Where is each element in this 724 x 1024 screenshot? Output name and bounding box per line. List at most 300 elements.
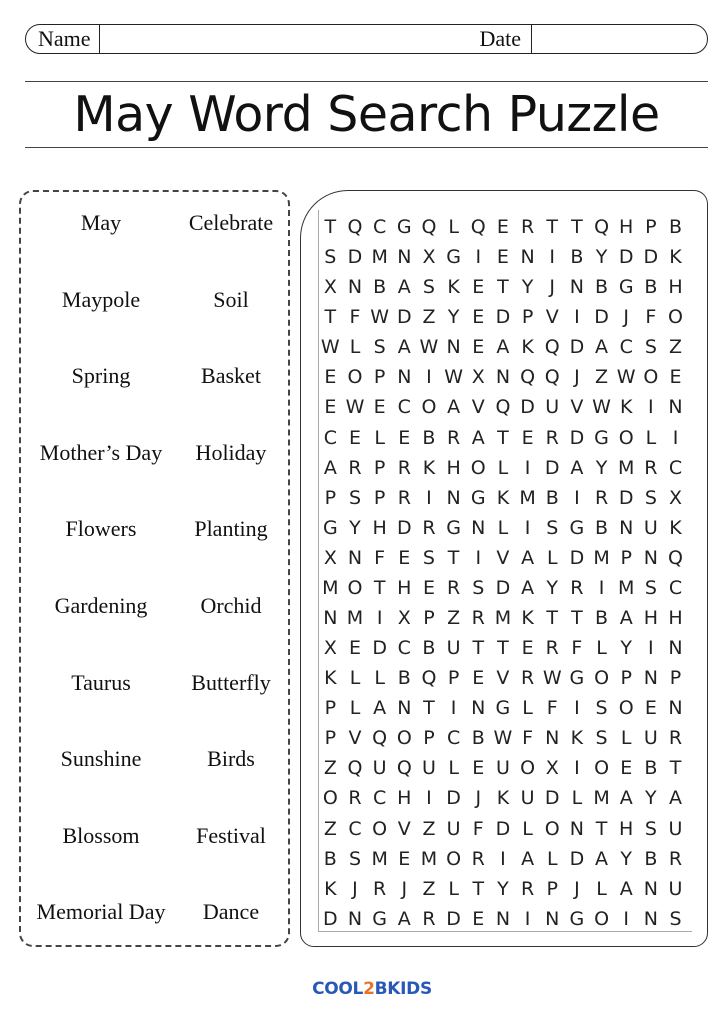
grid-letter[interactable]: I [648,396,654,419]
grid-letter[interactable]: F [522,727,534,750]
grid-letter[interactable]: Y [447,306,460,329]
grid-letter[interactable]: F [472,817,484,840]
grid-letter[interactable]: W [320,336,340,359]
grid-letter[interactable]: G [396,216,412,238]
grid-letter[interactable]: D [495,306,511,329]
grid-letter[interactable]: T [571,216,583,238]
grid-letter[interactable]: W [616,366,636,389]
grid-letter[interactable]: L [546,847,558,870]
grid-letter[interactable]: L [522,817,533,840]
grid-letter[interactable]: M [494,607,512,630]
grid-letter[interactable]: J [574,366,580,389]
name-field[interactable] [99,25,470,53]
grid-letter[interactable]: B [471,727,485,750]
grid-letter[interactable]: L [349,336,361,359]
grid-letter[interactable]: A [397,276,411,299]
grid-letter[interactable]: T [669,757,682,780]
grid-letter[interactable]: U [668,817,683,840]
grid-letter[interactable]: K [521,607,534,630]
grid-letter[interactable]: N [643,546,658,569]
grid-letter[interactable]: Q [470,216,486,238]
grid-letter[interactable]: V [348,727,362,750]
grid-letter[interactable]: B [644,757,658,780]
grid-letter[interactable]: B [644,847,658,870]
grid-letter[interactable]: C [373,787,387,810]
grid-letter[interactable]: E [324,396,337,419]
grid-letter[interactable]: C [668,456,683,479]
grid-letter[interactable]: N [347,276,363,299]
grid-letter[interactable]: F [546,697,558,720]
grid-letter[interactable]: T [447,546,460,569]
grid-letter[interactable]: R [348,456,362,479]
grid-letter[interactable]: V [545,306,559,329]
grid-letter[interactable]: G [495,697,511,720]
grid-letter[interactable]: K [447,276,460,299]
grid-letter[interactable]: X [323,276,337,299]
grid-letter[interactable]: U [372,757,387,780]
grid-letter[interactable]: G [446,516,461,539]
grid-letter[interactable]: W [370,306,390,329]
grid-letter[interactable]: R [545,637,559,660]
grid-letter[interactable]: N [668,396,683,419]
grid-letter[interactable]: R [644,456,658,479]
grid-letter[interactable]: J [401,877,408,900]
grid-letter[interactable]: A [595,336,609,359]
grid-letter[interactable]: S [546,516,559,539]
grid-letter[interactable]: E [472,336,485,359]
grid-letter[interactable]: U [668,877,683,900]
grid-letter[interactable]: I [475,546,482,569]
grid-letter[interactable]: N [668,697,683,720]
grid-letter[interactable]: J [352,877,358,900]
grid-letter[interactable]: E [496,216,509,238]
grid-letter[interactable]: E [324,366,337,389]
grid-letter[interactable]: Q [594,216,610,238]
grid-letter[interactable]: M [322,576,339,599]
grid-letter[interactable]: N [397,697,412,720]
grid-letter[interactable]: A [619,607,633,630]
grid-letter[interactable]: L [448,216,459,238]
grid-letter[interactable]: E [521,637,534,660]
grid-letter[interactable]: N [520,246,535,269]
grid-letter[interactable]: A [397,907,411,930]
grid-letter[interactable]: Z [447,607,461,630]
grid-letter[interactable]: S [644,336,657,359]
grid-letter[interactable]: T [546,607,559,630]
grid-letter[interactable]: B [422,637,436,660]
grid-letter[interactable]: I [500,847,506,870]
grid-letter[interactable]: M [420,847,438,870]
grid-letter[interactable]: D [643,246,659,269]
grid-letter[interactable]: B [545,486,559,509]
grid-letter[interactable]: P [620,546,632,569]
grid-letter[interactable]: R [520,877,535,900]
grid-letter[interactable]: N [495,366,511,389]
grid-letter[interactable]: H [446,456,461,479]
grid-letter[interactable]: L [596,877,607,900]
grid-letter[interactable]: U [643,516,658,539]
grid-letter[interactable]: I [524,456,531,479]
grid-letter[interactable]: X [323,546,337,569]
grid-letter[interactable]: L [448,877,459,900]
grid-letter[interactable]: T [546,216,559,238]
grid-letter[interactable]: C [348,817,362,840]
grid-letter[interactable]: Z [323,817,337,840]
grid-letter[interactable]: O [618,697,634,720]
grid-letter[interactable]: F [349,306,361,329]
grid-letter[interactable]: D [569,426,585,449]
grid-letter[interactable]: S [644,576,657,599]
grid-letter[interactable]: O [594,907,610,930]
grid-letter[interactable]: B [595,276,609,299]
grid-letter[interactable]: X [471,366,485,389]
grid-letter[interactable]: Y [595,456,608,479]
grid-letter[interactable]: V [570,396,584,419]
grid-letter[interactable]: S [324,246,337,269]
grid-letter[interactable]: M [618,456,635,479]
grid-letter[interactable]: Y [620,637,632,660]
grid-letter[interactable]: N [495,907,511,930]
grid-letter[interactable]: G [446,246,461,269]
grid-letter[interactable]: H [668,276,683,299]
grid-letter[interactable]: D [544,456,560,479]
grid-letter[interactable]: F [571,637,583,660]
grid-letter[interactable]: D [495,817,511,840]
grid-letter[interactable]: S [595,727,608,750]
grid-letter[interactable]: I [574,757,580,780]
grid-letter[interactable]: R [397,486,411,509]
grid-letter[interactable]: D [323,907,338,930]
grid-letter[interactable]: E [472,907,485,930]
grid-letter[interactable]: Q [372,727,388,750]
grid-letter[interactable]: B [668,216,683,238]
grid-letter[interactable]: I [450,697,457,720]
grid-letter[interactable]: E [373,396,386,419]
grid-letter[interactable]: Z [422,817,436,840]
grid-letter[interactable]: K [496,486,510,509]
grid-letter[interactable]: O [520,757,536,780]
grid-letter[interactable]: D [594,306,609,329]
grid-letter[interactable]: T [472,637,485,660]
grid-letter[interactable]: R [545,426,559,449]
grid-letter[interactable]: D [446,787,461,810]
grid-letter[interactable]: D [347,246,363,269]
grid-letter[interactable]: T [497,637,509,660]
grid-letter[interactable]: D [372,637,387,660]
grid-letter[interactable]: K [324,877,337,900]
grid-letter[interactable]: X [422,246,436,269]
grid-letter[interactable]: J [574,877,580,900]
grid-letter[interactable]: T [571,607,583,630]
grid-letter[interactable]: F [645,306,657,329]
grid-letter[interactable]: S [472,576,485,599]
grid-letter[interactable]: I [426,486,432,509]
grid-letter[interactable]: G [594,426,609,449]
grid-letter[interactable]: B [397,667,411,690]
grid-letter[interactable]: D [396,306,412,329]
grid-letter[interactable]: Z [669,336,683,359]
grid-letter[interactable]: P [669,667,682,690]
grid-letter[interactable]: Y [546,576,559,599]
grid-letter[interactable]: D [618,246,634,269]
grid-letter[interactable]: Q [544,366,560,389]
grid-letter[interactable]: I [598,576,605,599]
grid-letter[interactable]: N [446,486,461,509]
grid-letter[interactable]: G [470,486,486,509]
grid-letter[interactable]: L [374,667,385,690]
grid-letter[interactable]: N [323,607,338,630]
grid-letter[interactable]: E [398,426,411,449]
grid-letter[interactable]: P [373,366,386,389]
grid-letter[interactable]: N [643,877,658,900]
grid-letter[interactable]: O [446,847,462,870]
grid-letter[interactable]: R [422,907,436,930]
grid-letter[interactable]: I [672,426,679,449]
grid-letter[interactable]: B [595,607,609,630]
grid-letter[interactable]: E [496,246,509,269]
grid-letter[interactable]: R [397,456,411,479]
grid-letter[interactable]: S [644,817,657,840]
grid-letter[interactable]: Q [347,216,363,238]
grid-letter[interactable]: Q [668,546,683,569]
grid-letter[interactable]: P [546,877,558,900]
grid-letter[interactable]: S [373,336,386,359]
grid-letter[interactable]: E [348,426,361,449]
grid-letter[interactable]: E [398,546,411,569]
grid-letter[interactable]: E [398,847,411,870]
date-field[interactable] [531,25,707,53]
grid-letter[interactable]: K [521,336,534,359]
grid-letter[interactable]: M [593,546,610,569]
grid-letter[interactable]: D [446,907,461,930]
grid-letter[interactable]: D [569,546,585,569]
grid-letter[interactable]: A [447,396,461,419]
grid-letter[interactable]: A [471,426,485,449]
grid-letter[interactable]: R [447,576,461,599]
grid-letter[interactable]: C [323,426,337,449]
grid-letter[interactable]: A [521,576,535,599]
grid-letter[interactable]: J [549,276,556,299]
grid-letter[interactable]: O [470,456,486,479]
grid-letter[interactable]: P [324,486,337,509]
grid-letter[interactable]: Z [422,306,436,329]
grid-letter[interactable]: R [520,216,535,238]
grid-letter[interactable]: Q [396,757,412,780]
grid-letter[interactable]: S [669,907,682,930]
grid-letter[interactable]: L [374,426,385,449]
grid-letter[interactable]: Y [349,516,361,539]
grid-letter[interactable]: K [496,787,510,810]
grid-letter[interactable]: L [349,697,361,720]
grid-letter[interactable]: O [594,667,610,690]
grid-letter[interactable]: G [569,516,585,539]
grid-letter[interactable]: N [643,907,658,930]
grid-letter[interactable]: N [471,516,486,539]
grid-letter[interactable]: H [397,576,412,599]
grid-letter[interactable]: Q [544,336,560,359]
grid-letter[interactable]: Y [620,847,632,870]
grid-letter[interactable]: U [446,817,461,840]
grid-letter[interactable]: N [347,907,363,930]
grid-letter[interactable]: I [574,486,580,509]
grid-letter[interactable]: I [623,907,629,930]
grid-letter[interactable]: L [448,757,459,780]
grid-letter[interactable]: R [570,576,584,599]
grid-letter[interactable]: L [596,637,607,660]
grid-letter[interactable]: I [426,366,432,389]
grid-letter[interactable]: N [619,516,634,539]
grid-letter[interactable]: S [348,847,362,870]
grid-letter[interactable]: G [322,516,338,539]
grid-letter[interactable]: K [619,396,633,419]
grid-letter[interactable]: M [519,486,536,509]
grid-letter[interactable]: M [371,847,388,870]
grid-letter[interactable]: E [472,306,485,329]
grid-letter[interactable]: W [542,667,562,690]
grid-letter[interactable]: L [546,546,558,569]
grid-letter[interactable]: E [669,366,682,389]
grid-letter[interactable]: P [324,697,337,720]
grid-letter[interactable]: E [521,426,534,449]
grid-letter[interactable]: B [595,516,609,539]
grid-letter[interactable]: A [521,847,535,870]
grid-letter[interactable]: Q [520,366,536,389]
grid-letter[interactable]: N [569,817,584,840]
grid-letter[interactable]: A [669,787,683,810]
grid-letter[interactable]: I [376,607,383,630]
grid-letter[interactable]: A [496,336,510,359]
grid-letter[interactable]: K [324,667,337,690]
grid-letter[interactable]: W [493,727,513,750]
grid-letter[interactable]: G [569,907,585,930]
grid-letter[interactable]: R [348,787,362,810]
grid-letter[interactable]: S [644,486,657,509]
grid-letter[interactable]: L [571,787,583,810]
grid-letter[interactable]: O [643,366,659,389]
grid-letter[interactable]: N [545,727,560,750]
grid-letter[interactable]: E [472,757,485,780]
grid-letter[interactable]: R [520,667,535,690]
grid-letter[interactable]: Z [323,757,337,780]
grid-letter[interactable]: N [397,246,412,269]
grid-letter[interactable]: K [669,516,682,539]
grid-letter[interactable]: V [397,817,411,840]
grid-letter[interactable]: S [348,486,362,509]
grid-letter[interactable]: D [520,396,535,419]
grid-letter[interactable]: I [524,516,531,539]
grid-letter[interactable]: V [471,396,485,419]
grid-letter[interactable]: O [668,306,683,329]
grid-letter[interactable]: O [372,817,388,840]
grid-letter[interactable]: T [595,817,608,840]
grid-letter[interactable]: Q [421,216,437,238]
grid-letter[interactable]: P [423,727,435,750]
grid-letter[interactable]: T [324,216,337,238]
grid-letter[interactable]: W [419,336,439,359]
grid-letter[interactable]: L [620,727,632,750]
grid-letter[interactable]: M [618,576,635,599]
grid-letter[interactable]: I [574,306,580,329]
grid-letter[interactable]: I [549,246,556,269]
grid-letter[interactable]: T [324,306,337,329]
grid-letter[interactable]: W [592,396,611,419]
grid-letter[interactable]: K [422,456,436,479]
grid-letter[interactable]: E [348,637,361,660]
grid-letter[interactable]: T [497,276,509,299]
grid-letter[interactable]: V [496,546,510,569]
grid-letter[interactable]: L [645,426,657,449]
grid-letter[interactable]: U [643,727,658,750]
grid-letter[interactable]: D [569,847,585,870]
grid-letter[interactable]: K [570,727,584,750]
grid-letter[interactable]: Q [495,396,511,419]
grid-letter[interactable]: Y [595,246,608,269]
grid-letter[interactable]: I [475,246,482,269]
grid-letter[interactable]: I [574,697,580,720]
grid-letter[interactable]: I [426,787,432,810]
grid-letter[interactable]: Y [497,877,509,900]
grid-letter[interactable]: S [422,546,435,569]
grid-letter[interactable]: Y [645,787,657,810]
grid-letter[interactable]: U [421,757,436,780]
grid-letter[interactable]: A [323,456,337,479]
grid-letter[interactable]: A [521,546,535,569]
grid-letter[interactable]: B [373,276,387,299]
grid-letter[interactable]: U [446,637,461,660]
grid-letter[interactable]: D [618,486,634,509]
grid-letter[interactable]: C [373,216,387,238]
grid-letter[interactable]: V [496,667,510,690]
grid-letter[interactable]: H [668,607,683,630]
grid-letter[interactable]: A [595,847,609,870]
grid-letter[interactable]: O [347,366,363,389]
grid-letter[interactable]: P [447,667,460,690]
grid-letter[interactable]: H [397,787,412,810]
grid-letter[interactable]: P [373,456,386,479]
grid-letter[interactable]: G [372,907,387,930]
grid-letter[interactable]: P [423,607,435,630]
grid-letter[interactable]: O [421,396,437,419]
grid-letter[interactable]: N [668,637,683,660]
grid-letter[interactable]: E [472,667,485,690]
grid-letter[interactable]: N [347,546,363,569]
grid-letter[interactable]: P [324,727,337,750]
grid-letter[interactable]: U [495,757,510,780]
grid-letter[interactable]: X [669,486,683,509]
grid-letter[interactable]: C [446,727,461,750]
grid-letter[interactable]: O [322,787,338,810]
grid-letter[interactable]: U [545,396,560,419]
grid-letter[interactable]: O [618,426,634,449]
grid-letter[interactable]: P [620,667,632,690]
grid-letter[interactable]: O [594,757,610,780]
grid-letter[interactable]: H [619,216,634,238]
grid-letter[interactable]: X [397,607,411,630]
grid-letter[interactable]: A [570,456,584,479]
grid-letter[interactable]: P [373,486,386,509]
grid-letter[interactable]: X [323,637,337,660]
grid-letter[interactable]: W [345,396,365,419]
grid-letter[interactable]: I [524,907,531,930]
grid-letter[interactable]: C [397,396,411,419]
grid-letter[interactable]: T [373,576,386,599]
grid-letter[interactable]: I [648,637,654,660]
grid-letter[interactable]: L [497,456,509,479]
grid-letter[interactable]: R [668,847,683,870]
grid-letter[interactable]: D [544,787,560,810]
grid-letter[interactable]: Z [595,366,609,389]
grid-letter[interactable]: R [471,847,485,870]
